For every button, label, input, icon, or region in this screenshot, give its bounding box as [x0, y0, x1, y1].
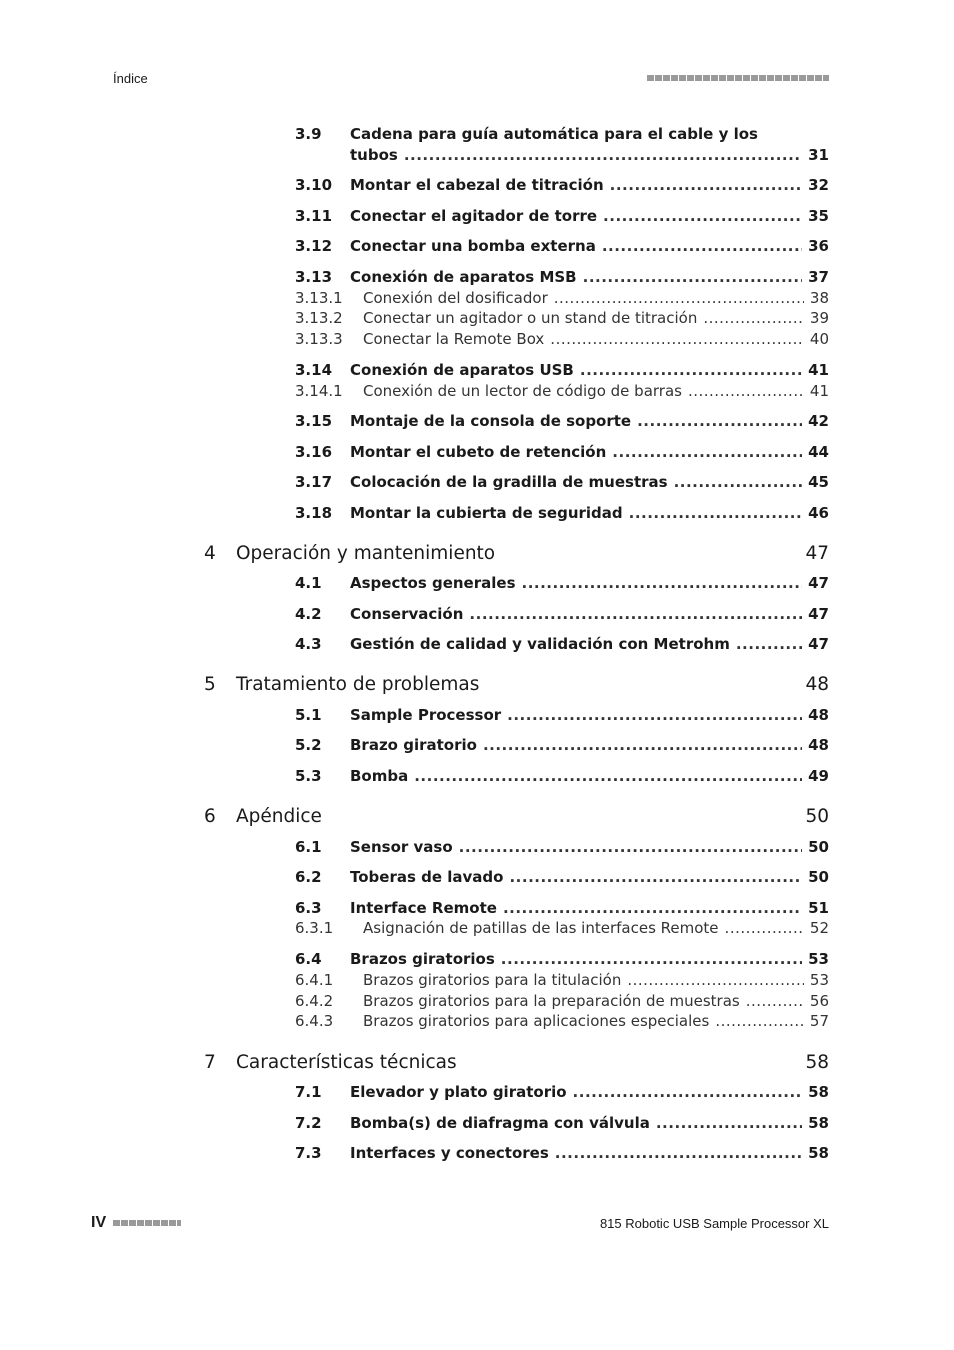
toc-entry[interactable]	[0, 289, 954, 311]
toc-entry-title	[350, 1083, 829, 1101]
toc-entry-title	[350, 412, 829, 430]
toc-chapter[interactable]	[0, 543, 954, 565]
toc-entry-page: 36	[808, 237, 829, 255]
toc-entry-number: 3.14	[295, 361, 333, 379]
toc-entry-number: 3.14.1	[295, 382, 343, 400]
dot-leader	[554, 289, 804, 307]
toc-entry-title-text: Montar el cabezal de titración	[350, 176, 604, 194]
toc-entry-title-text: Conectar una bomba externa	[350, 237, 596, 255]
toc-chapter[interactable]	[0, 1052, 954, 1074]
toc-entry[interactable]	[0, 868, 954, 890]
dot-leader	[404, 146, 802, 164]
toc-entry-title	[350, 1144, 829, 1162]
toc-entry-title-text: Conservación	[350, 605, 464, 623]
toc-entry-page: 45	[808, 473, 829, 491]
toc-entry-title-text: Brazos giratorios para aplicaciones especiales	[363, 1012, 710, 1030]
toc-entry-title-text: Bomba(s) de diafragma con válvula	[350, 1114, 650, 1132]
toc-entry-number: 6.4.1	[295, 971, 334, 989]
toc-entry-page: 58	[808, 1083, 829, 1101]
toc-entry-title-text: Brazos giratorios	[350, 950, 495, 968]
toc-entry-title	[350, 899, 829, 917]
toc-entry-number: 3.13	[295, 268, 333, 286]
toc-entry-title	[350, 268, 829, 286]
toc-entry-page: 50	[805, 806, 829, 827]
dot-leader	[656, 1114, 802, 1132]
toc-entry-page: 40	[809, 330, 829, 348]
toc-entry[interactable]	[0, 919, 954, 941]
toc-entry-title-text: Gestión de calidad y validación con Metrohm	[350, 635, 730, 653]
toc-entry-page: 47	[808, 574, 829, 592]
toc-entry-page: 57	[809, 1012, 829, 1030]
toc-entry-title-text: Interfaces y conectores	[350, 1144, 549, 1162]
toc-entry[interactable]	[0, 125, 954, 167]
toc-entry-number: 6.4.2	[295, 992, 334, 1010]
toc-entry-title	[350, 176, 829, 194]
toc-entry-title	[363, 971, 829, 989]
toc-entry-number: 6.4.3	[295, 1012, 334, 1030]
toc-entry-title-text: Brazo giratorio	[350, 736, 477, 754]
toc-entry-title	[350, 950, 829, 968]
toc-entry[interactable]	[0, 767, 954, 789]
toc-entry[interactable]	[0, 1012, 954, 1034]
dot-leader	[483, 736, 802, 754]
toc-entry-page: 53	[809, 971, 829, 989]
toc-entry-page: 47	[805, 543, 829, 564]
toc-entry-page: 49	[808, 767, 829, 785]
toc-entry-number: 3.9	[295, 125, 322, 143]
toc-entry-page: 37	[808, 268, 829, 286]
toc-entry-page: 50	[808, 838, 829, 856]
toc-entry-page: 47	[808, 605, 829, 623]
toc-entry-title-text: Conexión de aparatos USB	[350, 361, 574, 379]
toc-entry-title-text: Montaje de la consola de soporte	[350, 412, 632, 430]
toc-entry-number: 4.3	[295, 635, 322, 653]
toc-entry-page: 48	[808, 706, 829, 724]
toc-entry[interactable]	[0, 473, 954, 495]
toc-entry-title-text: Sensor vaso	[350, 838, 453, 856]
dot-leader	[583, 268, 803, 286]
toc-entry-page: 39	[809, 309, 829, 327]
dot-leader	[603, 207, 802, 225]
toc-entry-title	[363, 919, 829, 937]
toc-entry-title	[350, 1114, 829, 1132]
toc-entry-title	[350, 207, 829, 225]
toc-entry-title-line2	[350, 146, 829, 164]
dot-leader	[573, 1083, 803, 1101]
toc-entry-number: 6.2	[295, 868, 322, 886]
toc-entry-page: 56	[809, 992, 829, 1010]
toc-entry-title	[236, 1052, 829, 1073]
toc-chapter[interactable]	[0, 674, 954, 696]
dot-leader	[688, 382, 804, 400]
toc-entry-number: 3.13.3	[295, 330, 343, 348]
toc-entry[interactable]	[0, 309, 954, 331]
toc-entry-number: 6.4	[295, 950, 322, 968]
toc-entry-number: 7.1	[295, 1083, 322, 1101]
toc-chapter[interactable]	[0, 806, 954, 828]
toc-entry-page: 52	[809, 919, 829, 937]
toc-entry[interactable]	[0, 268, 954, 290]
toc-entry-page: 41	[808, 361, 829, 379]
dot-leader	[501, 950, 802, 968]
toc-entry[interactable]	[0, 736, 954, 758]
running-header-section: Índice	[113, 71, 148, 86]
toc-entry-title	[363, 330, 829, 348]
toc-entry-page: 50	[808, 868, 829, 886]
dot-leader	[637, 412, 802, 430]
toc-entry-number: 6.3.1	[295, 919, 334, 937]
toc-entry-page: 53	[808, 950, 829, 968]
dot-leader	[555, 1144, 802, 1162]
toc-entry-title-text: Conectar el agitador de torre	[350, 207, 598, 225]
toc-entry-title-text: Conexión de aparatos MSB	[350, 268, 577, 286]
toc-entry-title	[350, 767, 829, 785]
toc-entry[interactable]	[0, 504, 954, 526]
toc-entry[interactable]	[0, 237, 954, 259]
toc-entry-number: 4.1	[295, 574, 322, 592]
toc-entry-page: 38	[809, 289, 829, 307]
toc-entry[interactable]	[0, 176, 954, 198]
toc-entry-title	[350, 635, 829, 653]
toc-entry-number: 5.1	[295, 706, 322, 724]
toc-entry-number: 7.2	[295, 1114, 322, 1132]
toc-entry-page: 41	[809, 382, 829, 400]
toc-entry-title-text: Características técnicas	[236, 1052, 457, 1073]
toc-entry-number: 3.12	[295, 237, 333, 255]
toc-entry-title-text: Asignación de patillas de las interfaces Remote	[363, 919, 719, 937]
toc-entry[interactable]	[0, 1144, 954, 1166]
dot-leader	[459, 838, 802, 856]
toc-entry-title	[350, 838, 829, 856]
toc-entry-title	[363, 309, 829, 327]
dot-leader	[610, 176, 802, 194]
toc-entry[interactable]	[0, 207, 954, 229]
toc-entry-title-text: Montar el cubeto de retención	[350, 443, 607, 461]
toc-entry-number: 3.13.2	[295, 309, 343, 327]
dot-leader	[627, 971, 804, 989]
toc-entry-number: 3.11	[295, 207, 333, 225]
toc-entry[interactable]	[0, 950, 954, 972]
toc-entry-title-text: Sample Processor	[350, 706, 502, 724]
toc-entry-number: 7.3	[295, 1144, 322, 1162]
toc-entry-number: 4	[204, 543, 216, 564]
toc-entry-page: 58	[805, 1052, 829, 1073]
toc-entry-page: 48	[808, 736, 829, 754]
toc-entry-number: 3.15	[295, 412, 333, 430]
footer-product-name: 815 Robotic USB Sample Processor XL	[599, 1216, 829, 1231]
toc-entry-title-text: Colocación de la gradilla de muestras	[350, 473, 668, 491]
toc-entry-page: 42	[808, 412, 829, 430]
toc-entry-page: 44	[808, 443, 829, 461]
toc-entry-title-text: Montar la cubierta de seguridad	[350, 504, 623, 522]
toc-entry-page: 58	[808, 1114, 829, 1132]
toc-entry-title-text: Brazos giratorios para la titulación	[363, 971, 622, 989]
footer-decorative-bar	[113, 1220, 181, 1226]
toc-entry-page: 46	[808, 504, 829, 522]
toc-entry[interactable]	[0, 412, 954, 434]
dot-leader	[736, 635, 802, 653]
toc-entry-number: 3.13.1	[295, 289, 343, 307]
dot-leader	[629, 504, 802, 522]
dot-leader	[469, 605, 802, 623]
toc-entry-title-text: Toberas de lavado	[350, 868, 504, 886]
toc-entry-title	[350, 868, 829, 886]
dot-leader	[503, 899, 802, 917]
toc-entry-title	[350, 605, 829, 623]
toc-entry-number: 3.18	[295, 504, 333, 522]
toc-entry-page: 48	[805, 674, 829, 695]
toc-entry-title-text: Operación y mantenimiento	[236, 543, 496, 564]
dot-leader	[746, 992, 804, 1010]
toc-entry-number: 5.3	[295, 767, 322, 785]
toc-entry[interactable]	[0, 706, 954, 728]
toc-entry[interactable]	[0, 899, 954, 921]
dot-leader	[580, 361, 802, 379]
toc-entry[interactable]	[0, 635, 954, 657]
toc-entry[interactable]	[0, 1083, 954, 1105]
dot-leader	[612, 443, 802, 461]
page-number: IV	[91, 1214, 107, 1231]
toc-entry-page: 58	[808, 1144, 829, 1162]
toc-entry-number: 6.1	[295, 838, 322, 856]
toc-entry-title-text: Conectar un agitador o un stand de titración	[363, 309, 698, 327]
toc-entry-number: 3.10	[295, 176, 333, 194]
toc-entry[interactable]	[0, 330, 954, 352]
toc-entry-title	[350, 443, 829, 461]
dot-leader	[602, 237, 802, 255]
toc-entry-title-text: Brazos giratorios para la preparación de muestras	[363, 992, 740, 1010]
toc-entry-title	[363, 289, 829, 307]
toc-entry-title-text: Conexión del dosificador	[363, 289, 548, 307]
toc-entry-title-text: Bomba	[350, 767, 409, 785]
toc-entry-number: 7	[204, 1052, 216, 1073]
dot-leader	[509, 868, 802, 886]
toc-entry-page: 51	[808, 899, 829, 917]
toc-entry[interactable]	[0, 361, 954, 383]
toc-entry-number: 6.3	[295, 899, 322, 917]
dot-leader	[414, 767, 802, 785]
toc-entry-title	[350, 504, 829, 522]
toc-entry[interactable]	[0, 605, 954, 627]
toc-entry-page: 35	[808, 207, 829, 225]
toc-entry-title	[363, 382, 829, 400]
toc-entry-title	[350, 473, 829, 491]
toc-entry[interactable]	[0, 1114, 954, 1136]
toc-entry[interactable]	[0, 971, 954, 993]
toc-entry-page: 47	[808, 635, 829, 653]
toc-entry-number: 5.2	[295, 736, 322, 754]
toc-entry-title-text: Conectar la Remote Box	[363, 330, 545, 348]
toc-entry-title	[363, 992, 829, 1010]
toc-entry[interactable]	[0, 992, 954, 1014]
toc-entry-page: 32	[808, 176, 829, 194]
toc-entry-title	[350, 237, 829, 255]
dot-leader	[674, 473, 803, 491]
toc-entry-number: 6	[204, 806, 216, 827]
toc-entry-title	[236, 806, 829, 827]
toc-entry-title-text: tubos	[350, 146, 398, 164]
toc-entry[interactable]	[0, 443, 954, 465]
toc-entry-number: 3.17	[295, 473, 333, 491]
toc-entry-title-text: Tratamiento de problemas	[236, 674, 480, 695]
toc-entry-title	[236, 543, 829, 564]
toc-entry[interactable]	[0, 838, 954, 860]
toc-entry-title	[350, 736, 829, 754]
dot-leader	[507, 706, 802, 724]
toc-entry-number: 4.2	[295, 605, 322, 623]
toc-entry-title-text: Aspectos generales	[350, 574, 516, 592]
toc-entry[interactable]	[0, 574, 954, 596]
toc-entry-title-text: Apéndice	[236, 806, 322, 827]
dot-leader	[725, 919, 804, 937]
toc-entry-title-text: Elevador y plato giratorio	[350, 1083, 567, 1101]
toc-entry-title	[363, 1012, 829, 1030]
toc-entry-title-line1: Cadena para guía automática para el cable y los	[350, 125, 758, 143]
toc-entry-number: 3.16	[295, 443, 333, 461]
toc-entry-title	[350, 706, 829, 724]
dot-leader	[703, 309, 804, 327]
toc-entry-title-text: Conexión de un lector de código de barras	[363, 382, 682, 400]
toc-entry-number: 5	[204, 674, 216, 695]
dot-leader	[522, 574, 803, 592]
toc-entry-title-text: Interface Remote	[350, 899, 497, 917]
dot-leader	[550, 330, 804, 348]
toc-entry-title	[350, 574, 829, 592]
dot-leader	[715, 1012, 804, 1030]
toc-entry-page: 31	[808, 146, 829, 164]
toc-entry-title	[236, 674, 829, 695]
toc-entry-title	[350, 361, 829, 379]
toc-entry[interactable]	[0, 382, 954, 404]
